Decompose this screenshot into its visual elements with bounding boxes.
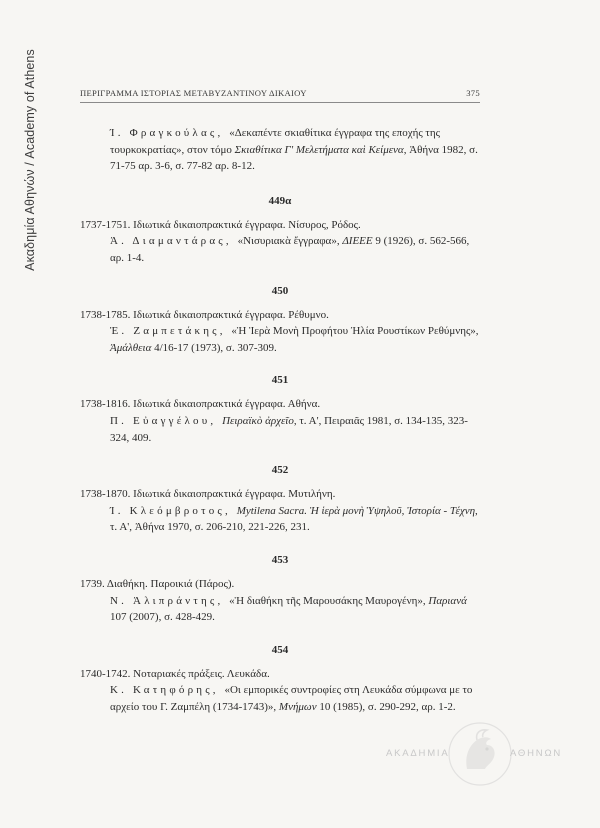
athena-head-icon <box>447 721 513 787</box>
reference-author: Π. Εὐαγγέλου, <box>110 414 217 427</box>
entry <box>80 464 480 536</box>
entry-number: 449α <box>268 194 292 207</box>
reference-author: Ί. Φραγκούλας, <box>110 127 224 139</box>
sidebar-label: Ακαδημία Αθηνών / Academy of Athens <box>23 49 37 271</box>
reference-text: «Ἡ Ἱερὰ Μονὴ Προφήτου Ἠλία Ρουστίκων Ρεθύμνης», <box>228 325 479 338</box>
entry-reference <box>80 503 480 536</box>
entries-list <box>80 125 480 715</box>
reference-text: «Δεκαπέντε σκιαθίτικα έγγραφα της εποχής της τουρκοκρατίας», στον τόμο <box>110 127 440 156</box>
entry-number: 452 <box>271 464 289 477</box>
entry-reference <box>80 413 480 446</box>
entry-reference <box>80 233 480 266</box>
reference-tail: , Ἀθήνα 1982, σ. 71-75 αρ. 3-6, σ. 77-82 αρ. 8-12. <box>110 143 478 173</box>
reference-italic: ΔΙΕΕΕ <box>342 235 373 248</box>
reference-tail: 10 (1985), σ. 290-292, αρ. 1-2. <box>316 700 456 713</box>
entry-head: 1737-1751. Ιδιωτικά δικαιοπρακτικά έγγραφα. Νίσυρος, Ρόδος. <box>80 218 361 231</box>
reference-tail: 4/16-17 (1973), σ. 307-309. <box>151 341 277 354</box>
entry-reference <box>80 682 480 715</box>
reference-author: Ἀ. Διαμαντάρας, <box>110 235 232 248</box>
entry-number: 453 <box>271 553 289 566</box>
entry <box>80 285 480 357</box>
running-title: ΠΕΡΙΓΡΑΜΜΑ ΙΣΤΟΡΙΑΣ ΜΕΤΑΒΥΖΑΝΤΙΝΟΥ ΔΙΚΑΙΟΥ <box>80 88 307 98</box>
entry-number: 454 <box>271 643 289 656</box>
entry-head: 1738-1785. Ιδιωτικά δικαιοπρακτικά έγγραφα. Ρέθυμνο. <box>80 308 329 321</box>
archive-sidebar <box>18 30 42 290</box>
reference-author: Κ. Κατηφόρης, <box>110 684 219 697</box>
entry-reference <box>80 593 480 626</box>
reference-author: Ν. Ἀλιπράντης, <box>110 594 224 607</box>
reference-italic: Παριανά <box>428 594 467 607</box>
entry-reference <box>80 323 480 356</box>
reference-italic: Ἀμάλθεια <box>110 341 152 354</box>
entry-head: 1739. Διαθήκη. Παροικιά (Πάρος). <box>80 577 235 590</box>
reference-tail: , τ. Α', Ἀθήνα 1970, σ. 206-210, 221-226, 231. <box>110 504 478 534</box>
reference-italic: Mytilena Sacra. Ἡ ἱερὰ μονὴ Ὑψηλοῦ, Ἱστορία - Τέχνη <box>236 504 476 517</box>
reference-italic: Μνήμων <box>278 700 317 713</box>
entry-number: 450 <box>271 284 289 297</box>
reference-tail: , τ. Α', Πειραιᾶς 1981, σ. 134-135, 323-324, 409. <box>110 414 468 444</box>
watermark-text-right: ΑΘΗΝΩΝ <box>510 748 563 759</box>
entry <box>80 195 480 267</box>
reference-text: «Ἡ διαθήκη τῆς Μαρουσάκης Μαυρογένη», <box>226 594 429 607</box>
entry <box>80 374 480 446</box>
reference-author: Ἐ. Ζαμπετάκης, <box>110 325 226 338</box>
reference-text: «Νισυριακὰ ἔγγραφα», <box>234 235 343 248</box>
intro-reference <box>80 125 480 175</box>
reference-italic: Σκιαθίτικα Γ' Μελετήματα καὶ Κείμενα <box>234 143 404 156</box>
running-header <box>80 88 480 103</box>
watermark-text-left: ΑΚΑΔΗΜΙΑ <box>386 748 450 759</box>
entry <box>80 644 480 716</box>
reference-italic: Πειραϊκὸ ἀρχεῖο <box>222 414 294 427</box>
entry-head: 1738-1870. Ιδιωτικά δικαιοπρακτικά έγγραφα. Μυτιλήνη. <box>80 488 336 501</box>
entry <box>80 554 480 626</box>
reference-author: Ί. Κλεόμβροτος, <box>110 504 231 517</box>
reference-tail: 9 (1926), σ. 562-566, αρ. 1-4. <box>110 235 470 264</box>
reference-text: «Οι εμπορικές συντροφίες στη Λευκάδα σύμφωνα με το αρχείο του Γ. Ζαμπέλη (1734-1743)», <box>110 684 473 713</box>
page-number: 375 <box>466 88 480 98</box>
reference-tail: 107 (2007), σ. 428-429. <box>110 611 215 624</box>
entry-number: 451 <box>271 374 289 387</box>
document-page <box>80 88 480 715</box>
entry-head: 1738-1816. Ιδιωτικά δικαιοπρακτικά έγγραφα. Αθήνα. <box>80 398 321 411</box>
entry-head: 1740-1742. Νοταριακές πράξεις. Λευκάδα. <box>80 667 270 680</box>
